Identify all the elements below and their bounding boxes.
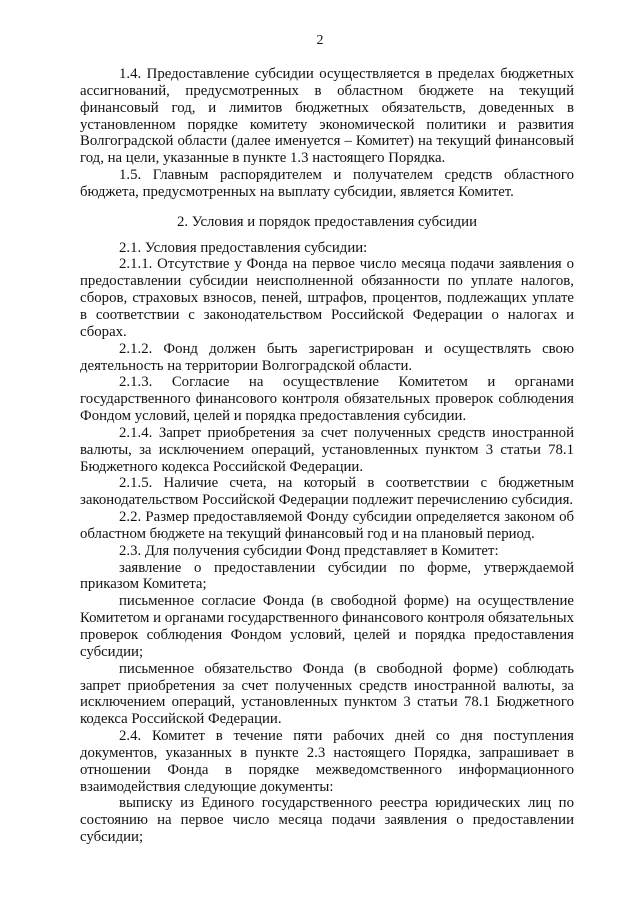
paragraph-2-4: 2.4. Комитет в течение пяти рабочих дней со дня поступления документов, указанных в пункте 2.3 настоящего Порядка, запрашивает в отношении Фонда в порядке межведомственного информационного взаимодействия следующие документы: [80, 728, 574, 795]
list-item-extract: выписку из Единого государственного реестра юридических лиц по состоянию на первое число месяца подачи заявления о предоставлении субсидии; [80, 795, 574, 846]
paragraph-2-3: 2.3. Для получения субсидии Фонд представляет в Комитет: [119, 542, 499, 559]
paragraph-2-2: 2.2. Размер предоставляемой Фонду субсидии определяется законом об областном бюджете на текущий финансовый год и на плановый период. [80, 509, 574, 542]
list-item-consent: письменное согласие Фонда (в свободной форме) на осуществление Комитетом и органами государственного финансового контроля обязательных проверок соблюдения Фондом условий, целей и порядка предоставления субсидии; [80, 593, 574, 660]
paragraph-2-1-4: 2.1.4. Запрет приобретения за счет полученных средств иностранной валюты, за исключением операций, установленных пунктом 3 статьи 78.1 Бюджетного кодекса Российской Федерации. [80, 424, 574, 475]
section-heading: 2. Условия и порядок предоставления субсидии [176, 213, 478, 230]
paragraph-1-5: 1.5. Главным распорядителем и получателем средств областного бюджета, предусмотренных на выплату субсидии, является Комитет. [80, 167, 574, 200]
list-item-application: заявление о предоставлении субсидии по форме, утверждаемой приказом Комитета; [80, 559, 574, 593]
paragraph-2-1-1: 2.1.1. Отсутствие у Фонда на первое число месяца подачи заявления о предоставлении субсидии неисполненной обязанности по уплате налогов, сборов, страховых взносов, пеней, штрафов, процентов, подлежащих уплате в соответствии с законодательством Российской Федерации о налогах и сборах. [80, 256, 574, 340]
paragraph-2-1-2: 2.1.2. Фонд должен быть зарегистрирован и осуществлять свою деятельность на территории Волгоградской области. [80, 340, 574, 374]
list-item-obligation: письменное обязательство Фонда (в свободной форме) соблюдать запрет приобретения за счет полученных средств иностранной валюты, за исключением операций, установленных пунктом 3 статьи 78.1 Бюджетного кодекса Российской Федерации. [80, 660, 574, 728]
paragraph-2-1-5: 2.1.5. Наличие счета, на который в соответствии с бюджетным законодательством Российской Федерации подлежит перечислению субсидия. [80, 475, 574, 509]
document-body [80, 66, 574, 846]
paragraph-2-1: 2.1. Условия предоставления субсидии: [119, 239, 368, 256]
paragraph-2-1-3: 2.1.3. Согласие на осуществление Комитетом и органами государственного финансового контроля обязательных проверок соблюдения Фондом условий, целей и порядка предоставления субсидии. [80, 374, 574, 425]
page-number: 2 [316, 33, 324, 48]
paragraph-1-4: 1.4. Предоставление субсидии осуществляется в пределах бюджетных ассигнований, предусмотренных в областном бюджете на текущий финансовый год, и лимитов бюджетных обязательств, доведенных в установленном порядке комитету экономической политики и развития Волгоградской области (далее именуется – Комитет) на текущий финансовый год, на цели, указанные в пункте 1.3 настоящего Порядка. [80, 66, 574, 167]
